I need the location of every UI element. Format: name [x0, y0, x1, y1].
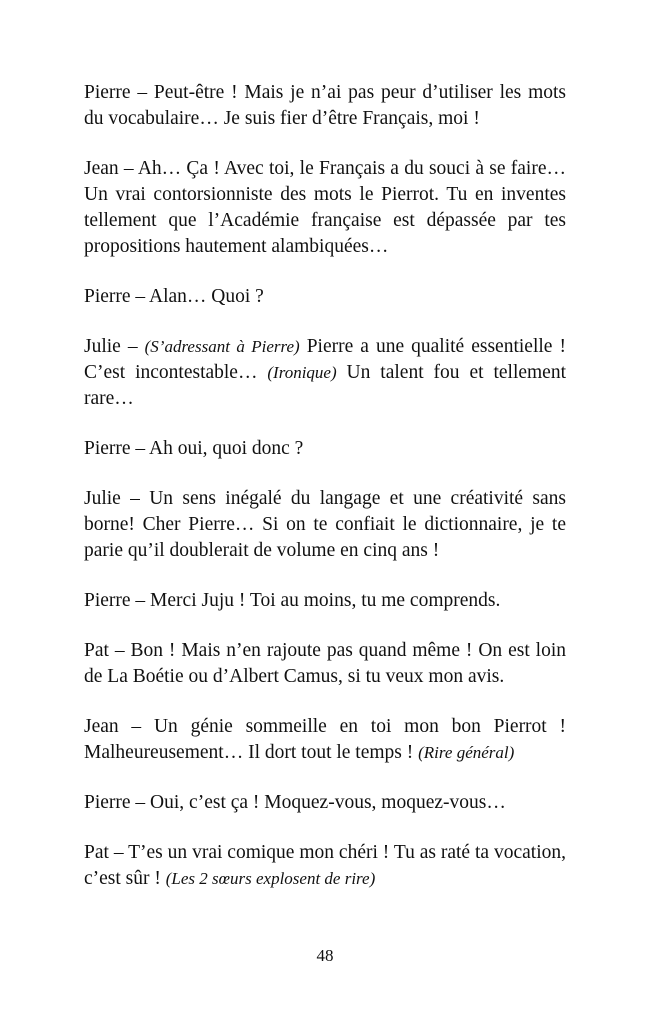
dialogue-text: Pierre – Oui, c’est ça ! Moquez-vous, moquez-vous… [84, 792, 506, 813]
dialogue-text: Julie – Un sens inégalé du langage et une créativité sans borne! Cher Pierre… Si on te confiait le dictionnaire, je te parie qu’il doublerait de volume en cinq ans ! [84, 488, 566, 561]
page-number: 48 [316, 946, 334, 965]
stage-direction: (Rire général) [418, 743, 515, 762]
stage-direction: (Les 2 sœurs explosent de rire) [165, 869, 376, 888]
stage-direction: (Ironique) [267, 363, 337, 382]
dialogue-paragraph [84, 638, 566, 690]
dialogue-paragraph [84, 486, 566, 564]
page-body [84, 80, 566, 916]
dialogue-text: Jean – Ah… Ça ! Avec toi, le Français a du souci à se faire… Un vrai contorsionniste des mots le Pierrot. Tu en inventes tellement que l’Académie française est dépassée par tes propositions hautement alambiquées… [84, 158, 566, 257]
stage-direction: (S’adressant à Pierre) [144, 337, 300, 356]
dialogue-text: Pierre – Merci Juju ! Toi au moins, tu me comprends. [84, 590, 501, 611]
dialogue-text: Pat – T’es un vrai comique mon chéri ! Tu as raté ta vocation, c’est sûr ! [84, 842, 566, 889]
dialogue-text: Pierre – Peut-être ! Mais je n’ai pas peur d’utiliser les mots du vocabulaire… Je suis fier d’être Français, moi ! [84, 82, 566, 129]
dialogue-text: Julie – [84, 336, 145, 357]
dialogue-paragraph [84, 80, 566, 132]
dialogue-text: Jean – Un génie sommeille en toi mon bon Pierrot ! Malheureusement… Il dort tout le temps ! [84, 716, 566, 763]
dialogue-paragraph [84, 588, 566, 614]
dialogue-text: Un talent fou et tellement rare… [84, 362, 567, 409]
dialogue-text: Pat – Bon ! Mais n’en rajoute pas quand même ! On est loin de La Boétie ou d’Albert Camus, si tu veux mon avis. [84, 640, 566, 687]
dialogue-text: Pierre a une qualité essentielle ! C’est incontestable… [84, 336, 566, 383]
dialogue-paragraph [84, 156, 566, 260]
dialogue-paragraph [84, 840, 566, 892]
dialogue-text: Pierre – Ah oui, quoi donc ? [84, 438, 304, 459]
dialogue-paragraph [84, 790, 566, 816]
dialogue-paragraph [84, 714, 566, 766]
dialogue-paragraph [84, 334, 566, 412]
dialogue-text: Pierre – Alan… Quoi ? [84, 286, 264, 307]
dialogue-paragraph [84, 436, 566, 462]
dialogue-paragraph [84, 284, 566, 310]
